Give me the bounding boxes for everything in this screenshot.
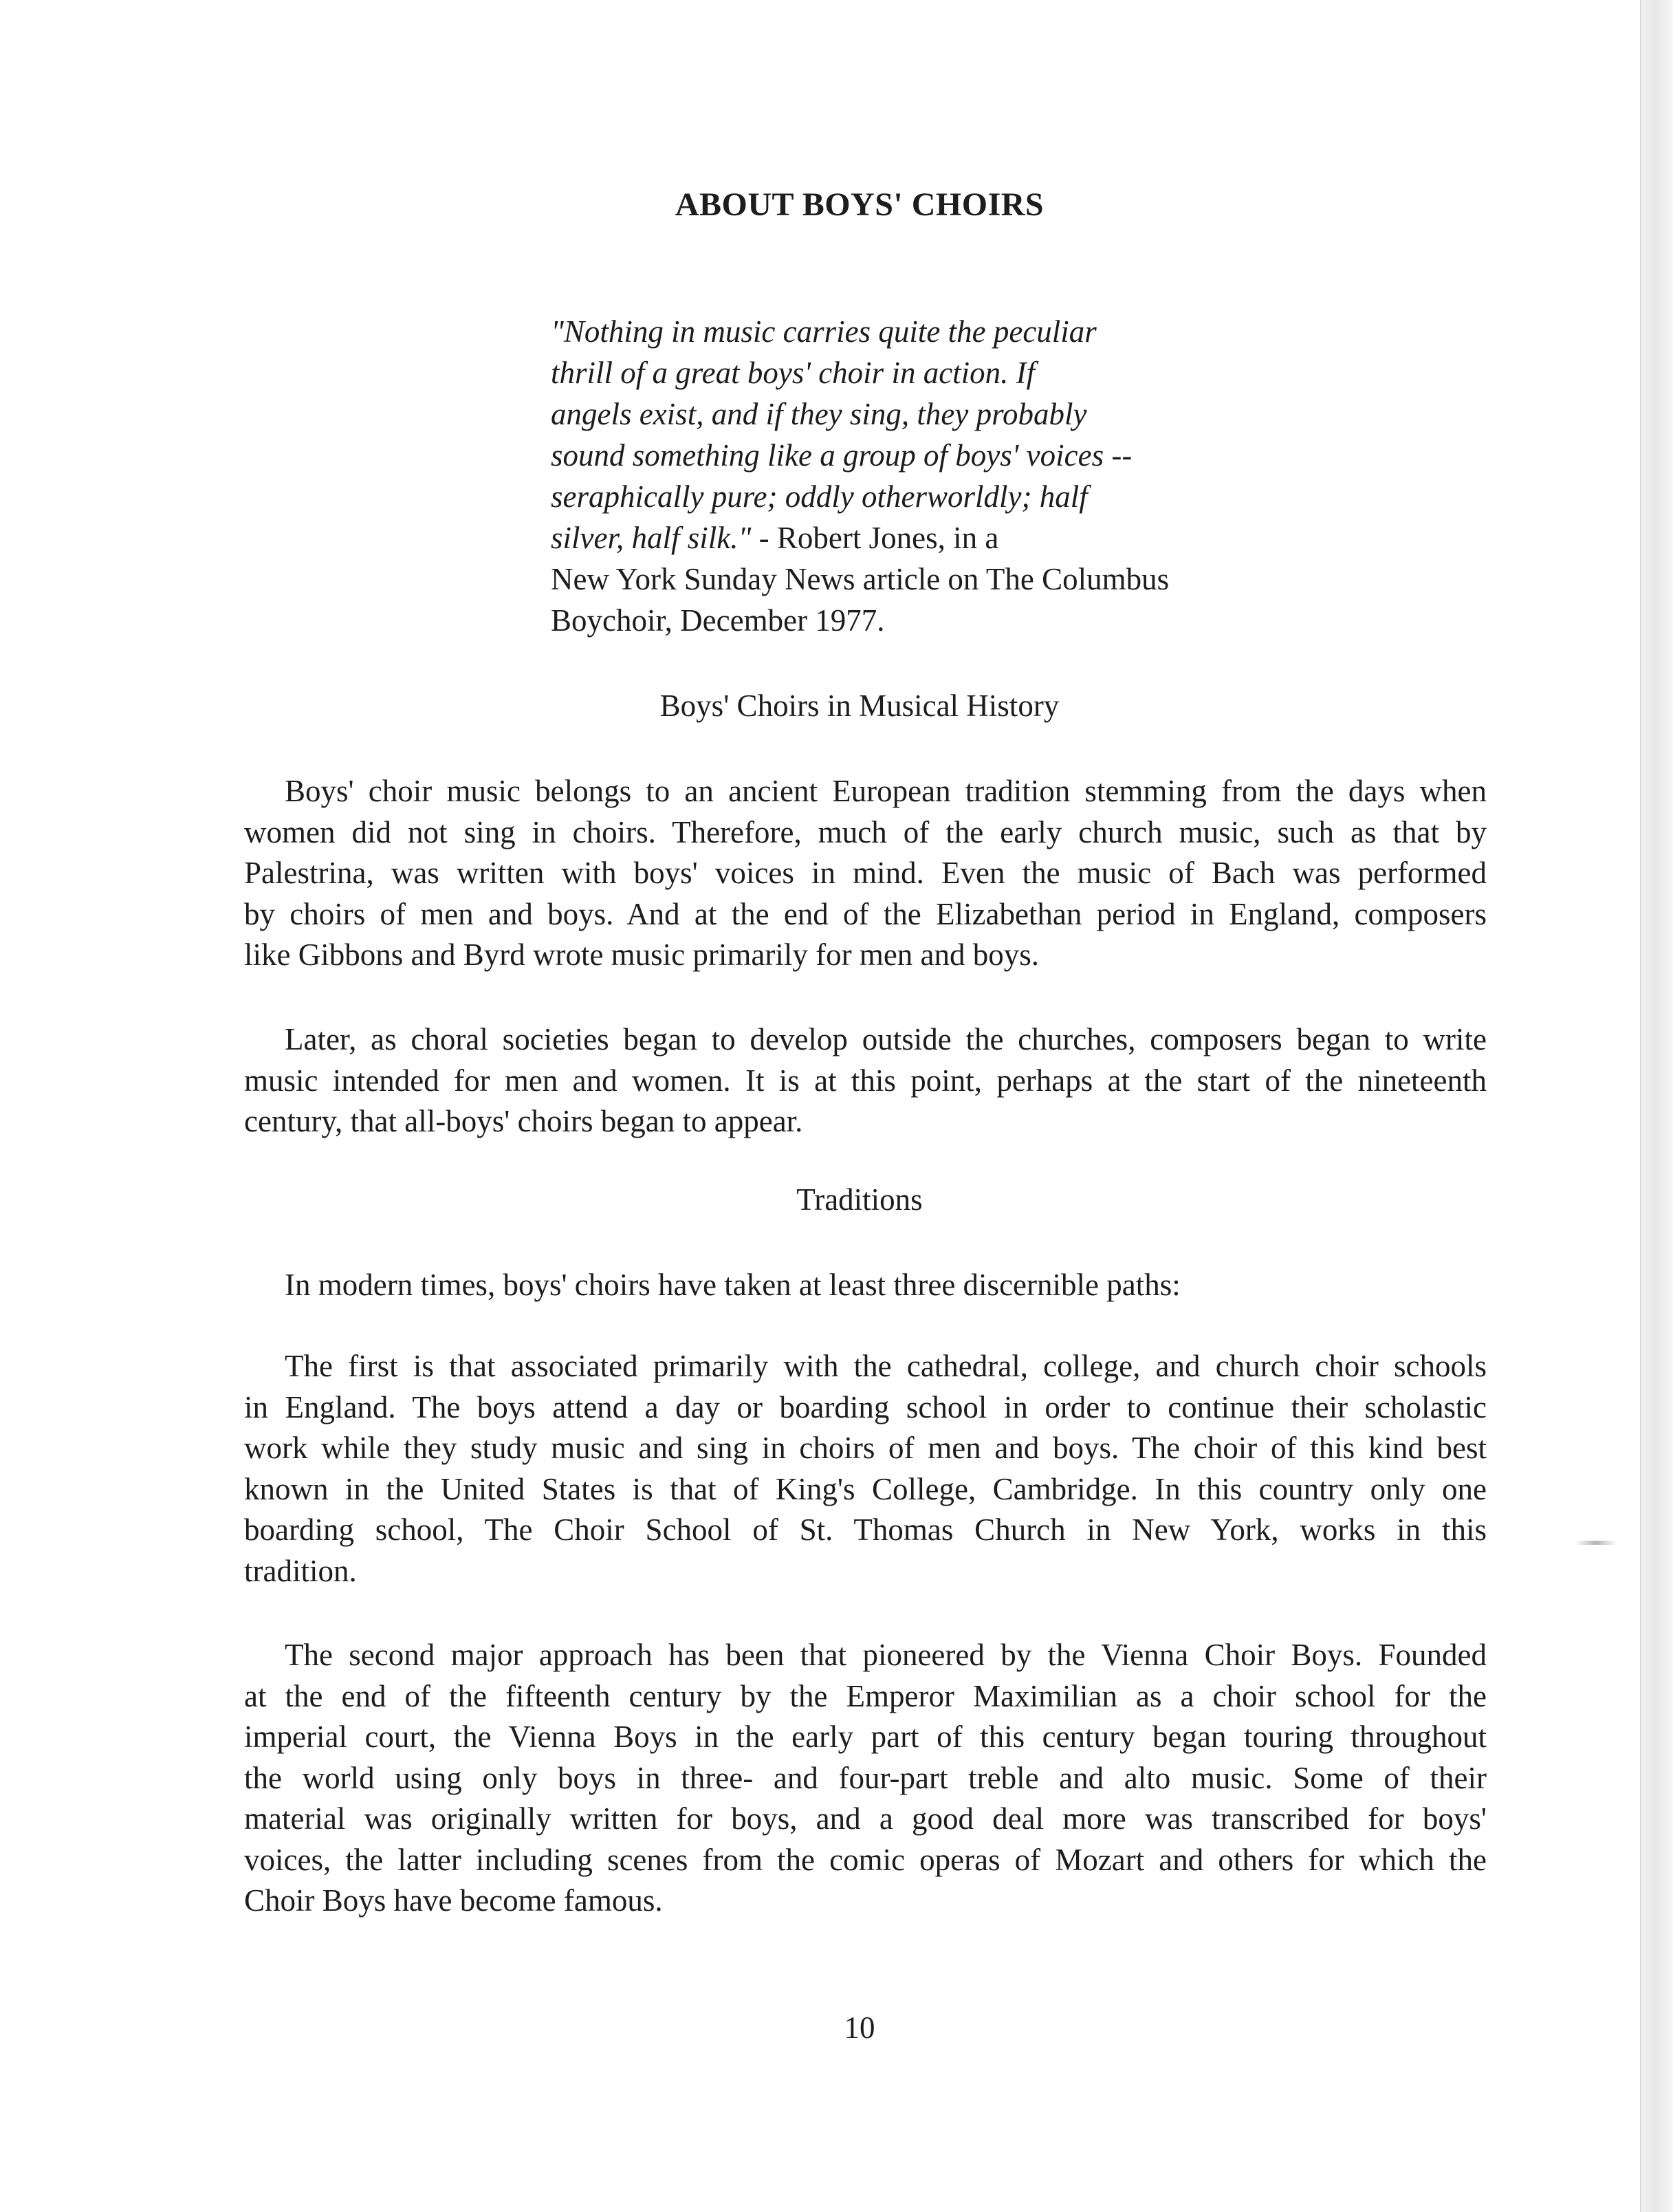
text-line: The first is that associated primarily with the cathedral, college, and church choir schools (285, 1349, 1487, 1383)
history-paragraph-1 (244, 771, 1487, 976)
text-line: music intended for men and women. It is at this point, perhaps at the start of the nineteenth (244, 1063, 1487, 1098)
page-number: 10 (844, 2010, 875, 2045)
traditions-paragraph-1 (244, 1346, 1487, 1592)
quote-attribution-line: Boychoir, December 1977. (551, 603, 885, 638)
text-line: voices, the latter including scenes from the comic operas of Mozart and others for which the (244, 1842, 1487, 1877)
text-line: Choir Boys have become famous. (244, 1883, 663, 1918)
quote-attribution: - Robert Jones, in a (751, 521, 999, 555)
section-heading-traditions: Traditions (796, 1182, 923, 1217)
traditions-intro (244, 1265, 1487, 1306)
text-line: known in the United States is that of King's College, Cambridge. In this country only one (244, 1471, 1487, 1506)
text-line: at the end of the fifteenth century by the Emperor Maximilian as a choir school for the (244, 1678, 1487, 1713)
text-line: The second major approach has been that pioneered by the Vienna Choir Boys. Founded (285, 1638, 1487, 1672)
quote-line: angels exist, and if they sing, they probably (551, 397, 1087, 431)
text-line: material was originally written for boys, and a good deal more was transcribed for boys' (244, 1801, 1487, 1836)
text-line: in England. The boys attend a day or boarding school in order to continue their scholastic (244, 1389, 1487, 1424)
text-line: In modern times, boys' choirs have taken at least three discernible paths: (285, 1268, 1181, 1302)
text-line: like Gibbons and Byrd wrote music primarily for men and boys. (244, 937, 1040, 972)
quote-line: seraphically pure; oddly otherworldly; half (551, 479, 1088, 514)
text-line: century, that all-boys' choirs began to appear. (244, 1104, 803, 1138)
text-line: by choirs of men and boys. And at the end of the Elizabethan period in England, composers (244, 896, 1487, 931)
scan-smudge (1575, 1541, 1617, 1545)
text-line: boarding school, The Choir School of St. Thomas Church in New York, works in this (244, 1512, 1487, 1547)
text-line: tradition. (244, 1553, 357, 1588)
text-line: Later, as choral societies began to develop outside the churches, composers began to write (285, 1022, 1487, 1056)
text-line: the world using only boys in three- and four-part treble and alto music. Some of their (244, 1760, 1487, 1795)
page-title: ABOUT BOYS' CHOIRS (675, 186, 1045, 223)
text-line: imperial court, the Vienna Boys in the early part of this century began touring throughout (244, 1720, 1487, 1754)
text-line: Boys' choir music belongs to an ancient European tradition stemming from the days when (285, 774, 1487, 808)
quote-line: sound something like a group of boys' voices -- (551, 438, 1133, 473)
page-edge-shadow (1640, 0, 1673, 2212)
quote-attribution-line: New York Sunday News article on The Columbus (551, 562, 1170, 596)
traditions-paragraph-2 (244, 1635, 1487, 1922)
section-heading-history: Boys' Choirs in Musical History (659, 688, 1060, 723)
epigraph-quote (551, 311, 1307, 641)
quote-line: silver, half silk." - Robert Jones, in a (551, 521, 999, 555)
quote-line: thrill of a great boys' choir in action. If (551, 356, 1036, 390)
quote-line: "Nothing in music carries quite the peculiar (551, 314, 1097, 349)
text-line: women did not sing in choirs. Therefore, much of the early church music, such as that by (244, 814, 1487, 849)
text-line: Palestrina, was written with boys' voices in mind. Even the music of Bach was performed (244, 856, 1487, 890)
history-paragraph-2 (244, 1019, 1487, 1142)
text-line: work while they study music and sing in choirs of men and boys. The choir of this kind best (244, 1431, 1487, 1465)
